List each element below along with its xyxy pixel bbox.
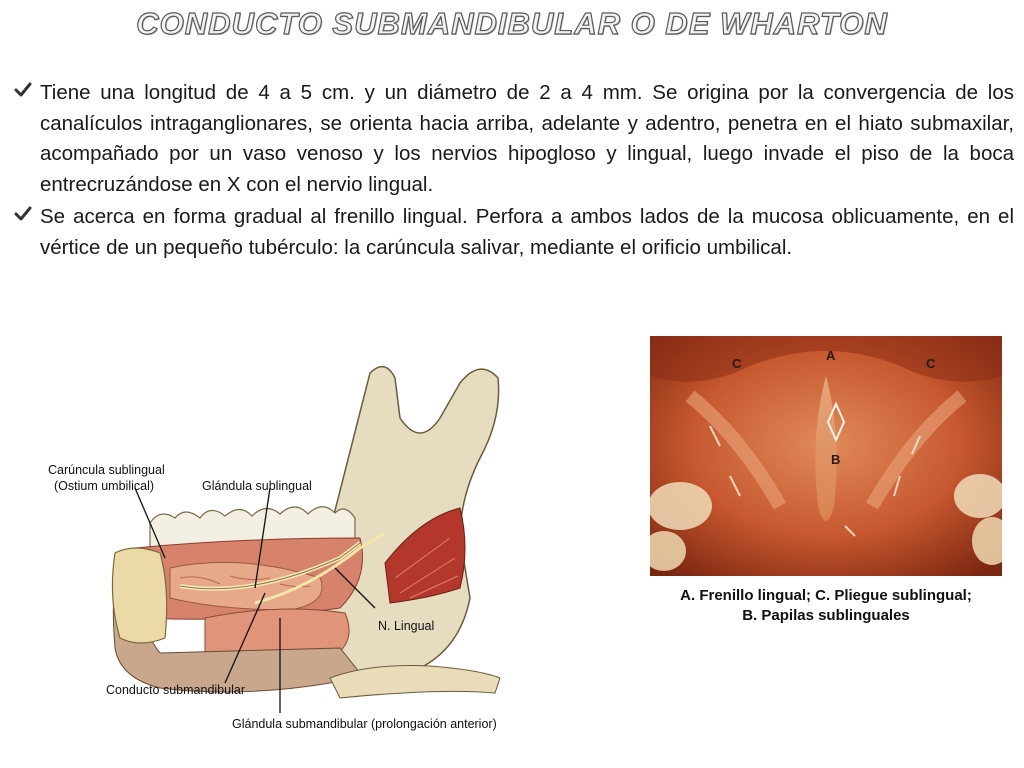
photo-label-a: A — [826, 348, 836, 363]
photo-caption — [640, 586, 1012, 626]
check-icon — [14, 81, 32, 99]
label-caruncula: Carúncula sublingual — [48, 463, 165, 477]
check-icon — [14, 205, 32, 223]
photo-label-c-right: C — [926, 356, 936, 371]
bullet-list — [14, 78, 1014, 265]
caption-line-2: B. Papilas sublinguales — [742, 607, 910, 624]
oral-photo — [650, 336, 1002, 576]
label-glandula-sublingual: Glándula sublingual — [202, 479, 312, 493]
photo-label-b: B — [831, 452, 841, 467]
slide-title: CONDUCTO SUBMANDIBULAR O DE WHARTON — [136, 6, 888, 41]
label-conducto-submandibular: Conducto submandibular — [106, 683, 245, 697]
bullet-item — [14, 202, 1014, 263]
bullet-text: Se acerca en forma gradual al frenillo lingual. Perfora a ambos lados de la mucosa oblicuamente, en el vértice de un pequeño tubérculo: la carúncula salivar, mediante el orificio umbilical. — [40, 205, 1014, 259]
bullet-item — [14, 78, 1014, 200]
bullet-text: Tiene una longitud de 4 a 5 cm. y un diámetro de 2 a 4 mm. Se origina por la convergencia de los canalículos intraganglionares, se orienta hacia arriba, adelante y adentro, penetra en el hiato submaxilar, acompañado por un vaso venoso y los nervios hipogloso y lingual, luego invade el piso de la boca entrecruzándose en X con el nervio lingual. — [40, 81, 1014, 196]
label-ostium: (Ostium umbilical) — [54, 479, 155, 493]
photo-label-c-left: C — [732, 356, 742, 371]
anatomy-illustration — [40, 348, 580, 748]
caption-line-1: A. Frenillo lingual; C. Pliegue sublingual; — [680, 587, 972, 604]
label-n-lingual: N. Lingual — [378, 619, 435, 633]
label-glandula-submandibular: Glándula submandibular (prolongación anterior) — [232, 717, 497, 731]
